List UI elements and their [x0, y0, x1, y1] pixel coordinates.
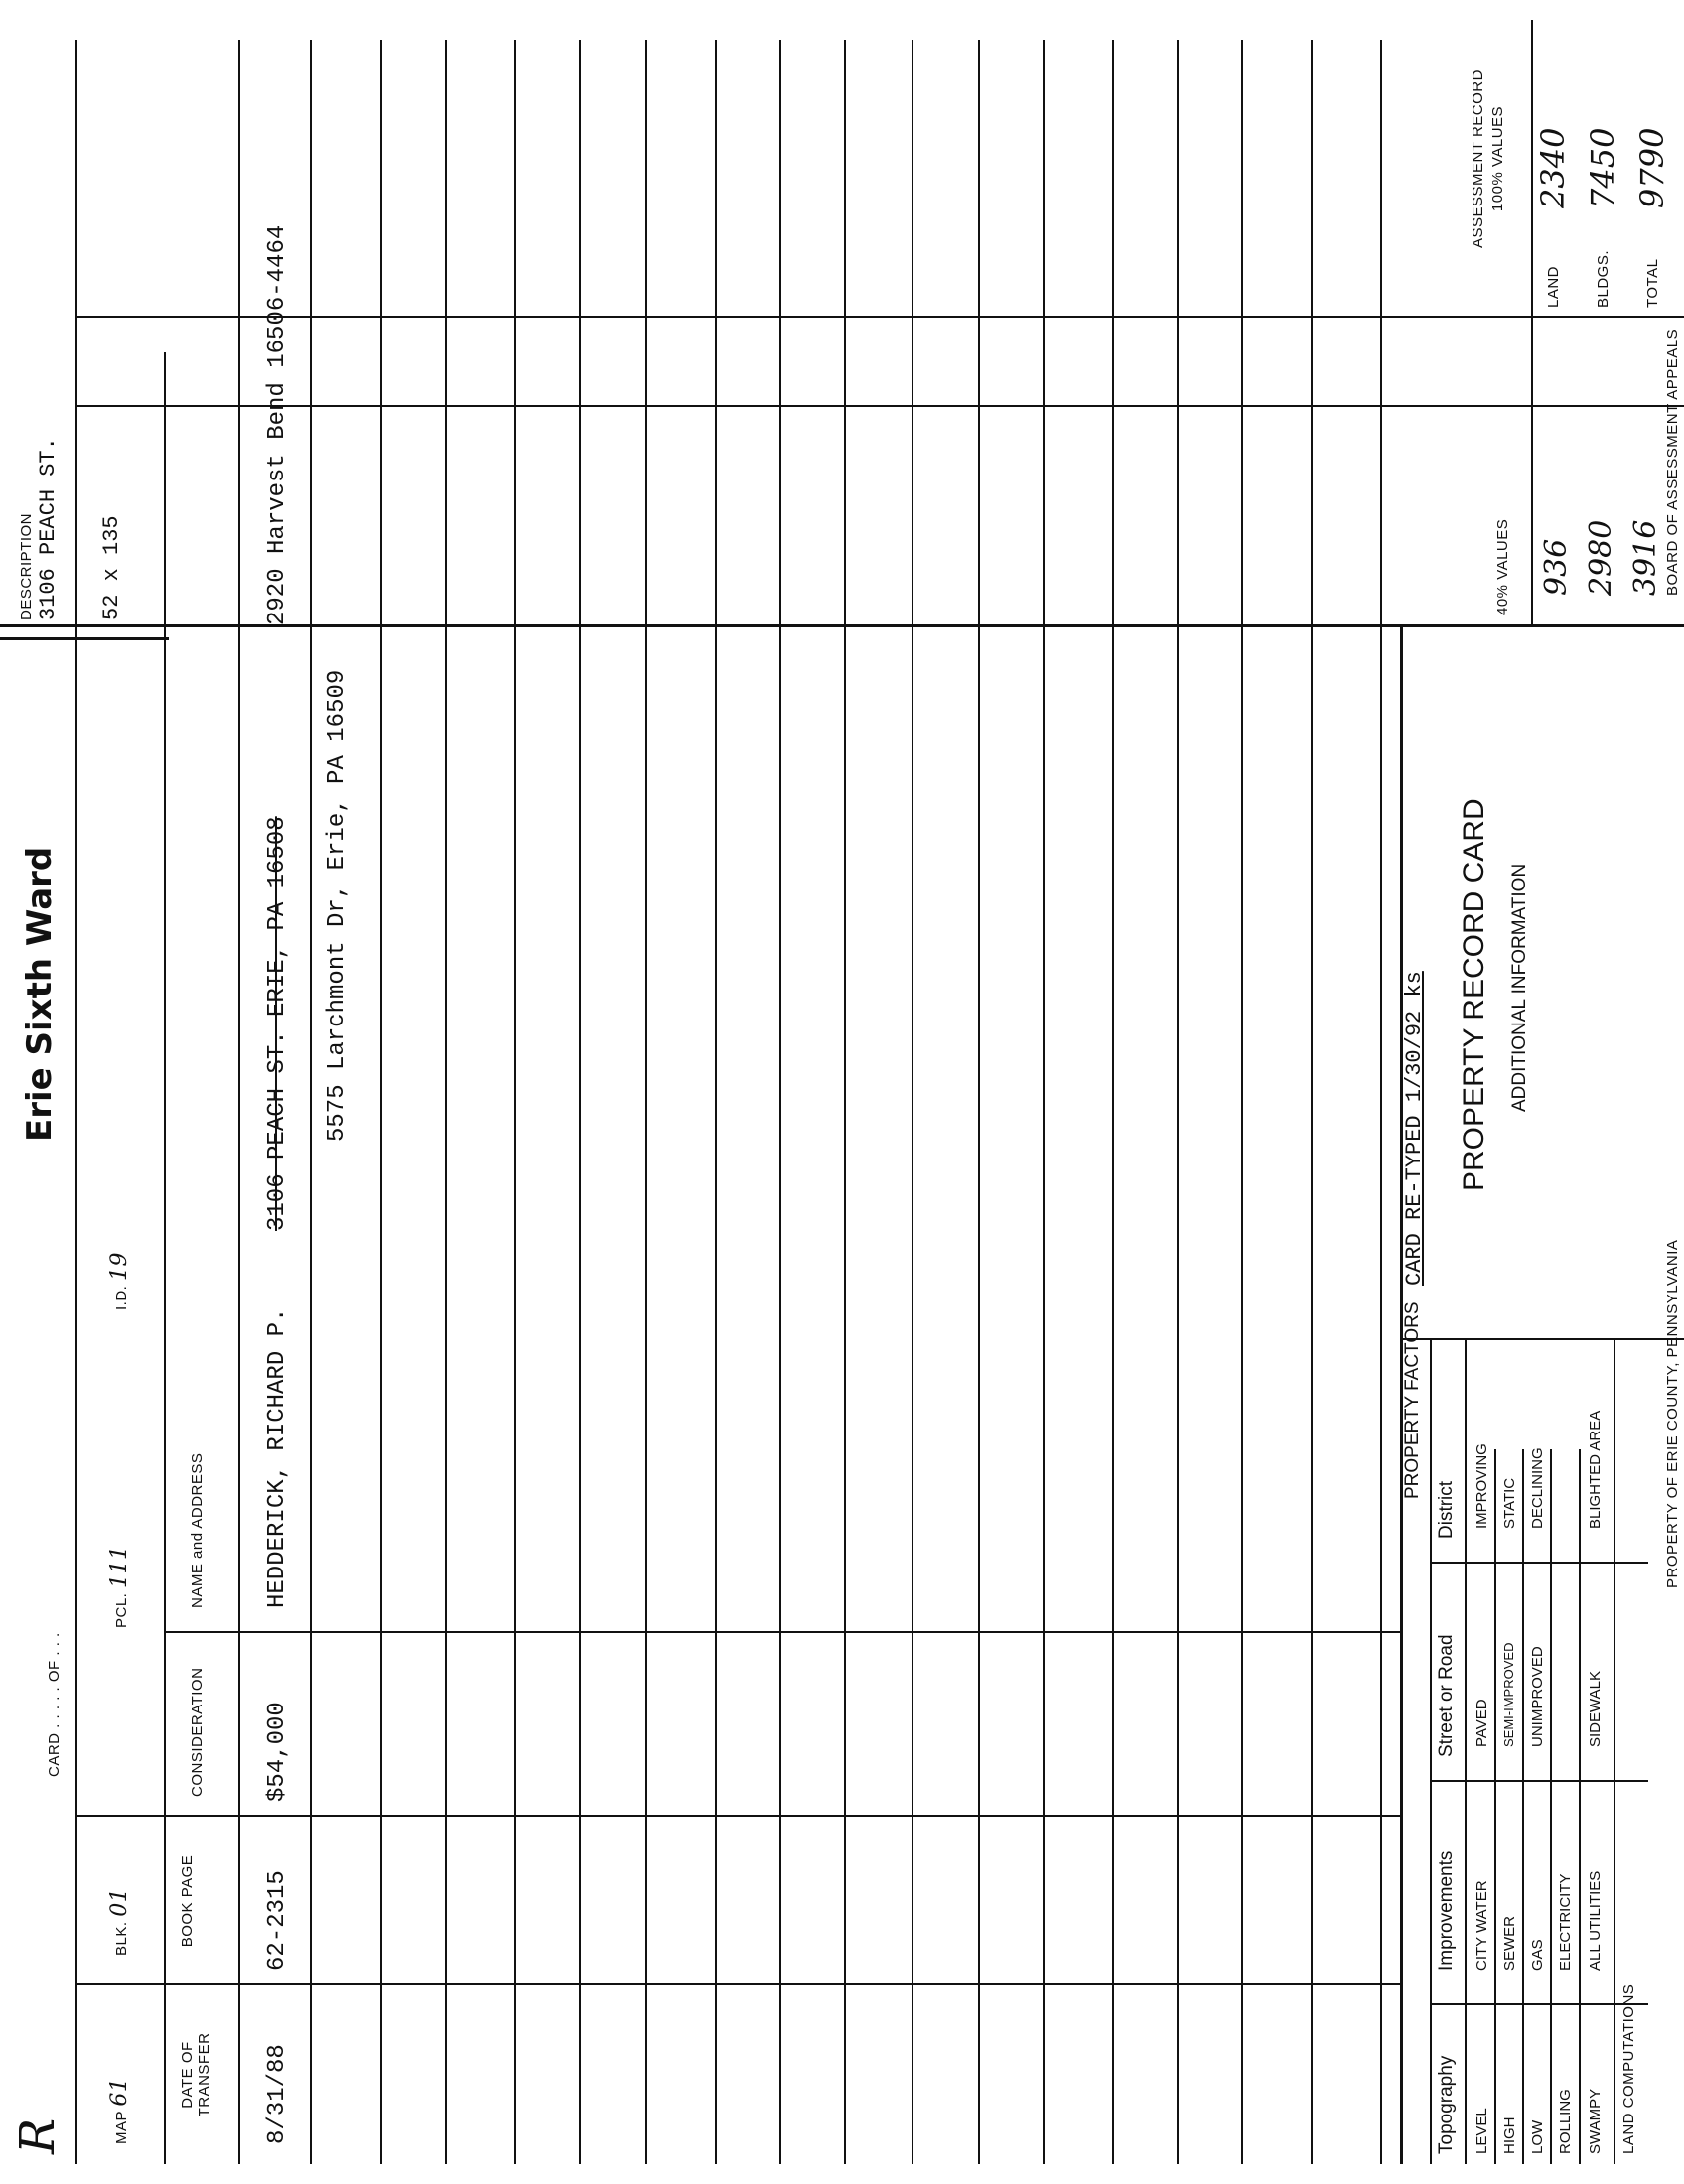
blk-label: BLK.	[113, 1921, 130, 1956]
pcl-field	[107, 1545, 132, 1628]
map-value: 61	[107, 2077, 132, 2107]
blk-field	[107, 1888, 132, 1956]
value100-bldgs: 7450	[1584, 127, 1621, 208]
topo-rolling: ROLLING	[1557, 2089, 1574, 2154]
id-value: 19	[107, 1251, 132, 1281]
district-header: District	[1436, 1480, 1457, 1539]
pct40-label: 40% VALUES	[1494, 518, 1511, 615]
card-label: CARD . . . . . OF . . .	[46, 1632, 63, 1777]
street-semi-improved: SEMI-IMPROVED	[1501, 1642, 1516, 1747]
transfer-consideration: $54,000	[264, 1702, 291, 1802]
assessment-subtitle: 100% VALUES	[1489, 105, 1506, 212]
value100-total: 9790	[1633, 127, 1671, 208]
land-computations-heading: LAND COMPUTATIONS	[1620, 1983, 1637, 2154]
street-unimproved: UNIMPROVED	[1529, 1646, 1546, 1747]
improv-city-water: CITY WATER	[1474, 1880, 1490, 1971]
col-date-transfer: DATE OF TRANSFER	[179, 2032, 212, 2117]
col-book-page: BOOK PAGE	[179, 1854, 196, 1948]
description-label: DESCRIPTION	[18, 512, 35, 620]
improvements-header: Improvements	[1436, 1850, 1457, 1971]
map-field	[107, 2078, 132, 2144]
district-declining: DECLINING	[1529, 1447, 1546, 1529]
initial-mark: R	[10, 2117, 66, 2154]
street-header: Street or Road	[1436, 1634, 1457, 1757]
col-name-address: NAME and ADDRESS	[189, 1452, 206, 1608]
topo-level: LEVEL	[1474, 2108, 1490, 2154]
district-blighted: BLIGHTED AREA	[1587, 1410, 1604, 1529]
value100-land: 2340	[1534, 127, 1572, 208]
footer-right: BOARD OF ASSESSMENT APPEALS	[1664, 328, 1681, 596]
topo-swampy: SWAMPY	[1587, 2088, 1604, 2154]
value40-total: 3916	[1628, 519, 1663, 596]
value40-bldgs: 2980	[1584, 519, 1618, 596]
topo-high: HIGH	[1501, 2116, 1518, 2154]
district-static: STATIC	[1501, 1477, 1518, 1529]
owner-name: HEDDERICK, RICHARD P.	[264, 1307, 291, 1608]
assess-bldgs-label: BLDGS.	[1595, 249, 1612, 308]
value40-land: 936	[1539, 538, 1574, 596]
assessment-record-title: ASSESSMENT RECORD	[1470, 69, 1486, 248]
improv-sewer: SEWER	[1501, 1915, 1518, 1971]
retyped-note: CARD RE-TYPED 1/30/92 ks	[1402, 971, 1427, 1286]
old-address: 3106 PEACH ST. ERIE, PA 16508	[264, 816, 291, 1231]
lot-size: 52 x 135	[99, 515, 124, 620]
transfer-date: 8/31/88	[264, 2044, 291, 2144]
map-label: MAP	[113, 2111, 130, 2144]
assess-land-label: LAND	[1545, 265, 1562, 308]
street-paved: PAVED	[1474, 1699, 1490, 1747]
id-label: I.D.	[113, 1285, 130, 1310]
factors-table	[1466, 1340, 1614, 2154]
additional-info-label: ADDITIONAL INFORMATION	[1509, 863, 1530, 1112]
col-consideration: CONSIDERATION	[189, 1667, 206, 1797]
pcl-label: PCL.	[113, 1592, 130, 1628]
improv-all-utilities: ALL UTILITIES	[1587, 1870, 1604, 1971]
topography-header: Topography	[1436, 2055, 1457, 2154]
page-title: Erie Sixth Ward	[20, 846, 60, 1142]
topo-low: LOW	[1529, 2119, 1546, 2154]
card-label-text: CARD	[46, 1732, 63, 1777]
id-field	[107, 1252, 132, 1310]
assess-total-label: TOTAL	[1644, 258, 1661, 308]
new-address-2: 5575 Larchmont Dr, Erie, PA 16509	[324, 669, 351, 1142]
of-label-text: OF	[46, 1660, 63, 1683]
street-sidewalk: SIDEWALK	[1587, 1671, 1604, 1747]
property-factors-title: PROPERTY FACTORS	[1402, 1301, 1423, 1499]
blk-value: 01	[107, 1887, 132, 1917]
improv-gas: GAS	[1529, 1939, 1546, 1971]
district-improving: IMPROVING	[1474, 1443, 1490, 1529]
transfer-book-page: 62-2315	[264, 1870, 291, 1971]
new-address-1: 2920 Harvest Bend 16506-4464	[264, 224, 291, 625]
record-card-title: PROPERTY RECORD CARD	[1458, 798, 1490, 1191]
footer-left: PROPERTY OF ERIE COUNTY, PENNSYLVANIA	[1664, 1239, 1681, 1588]
description-value: 3106 PEACH ST.	[36, 437, 61, 620]
improv-electricity: ELECTRICITY	[1557, 1873, 1574, 1971]
pcl-value: 111	[107, 1545, 132, 1588]
